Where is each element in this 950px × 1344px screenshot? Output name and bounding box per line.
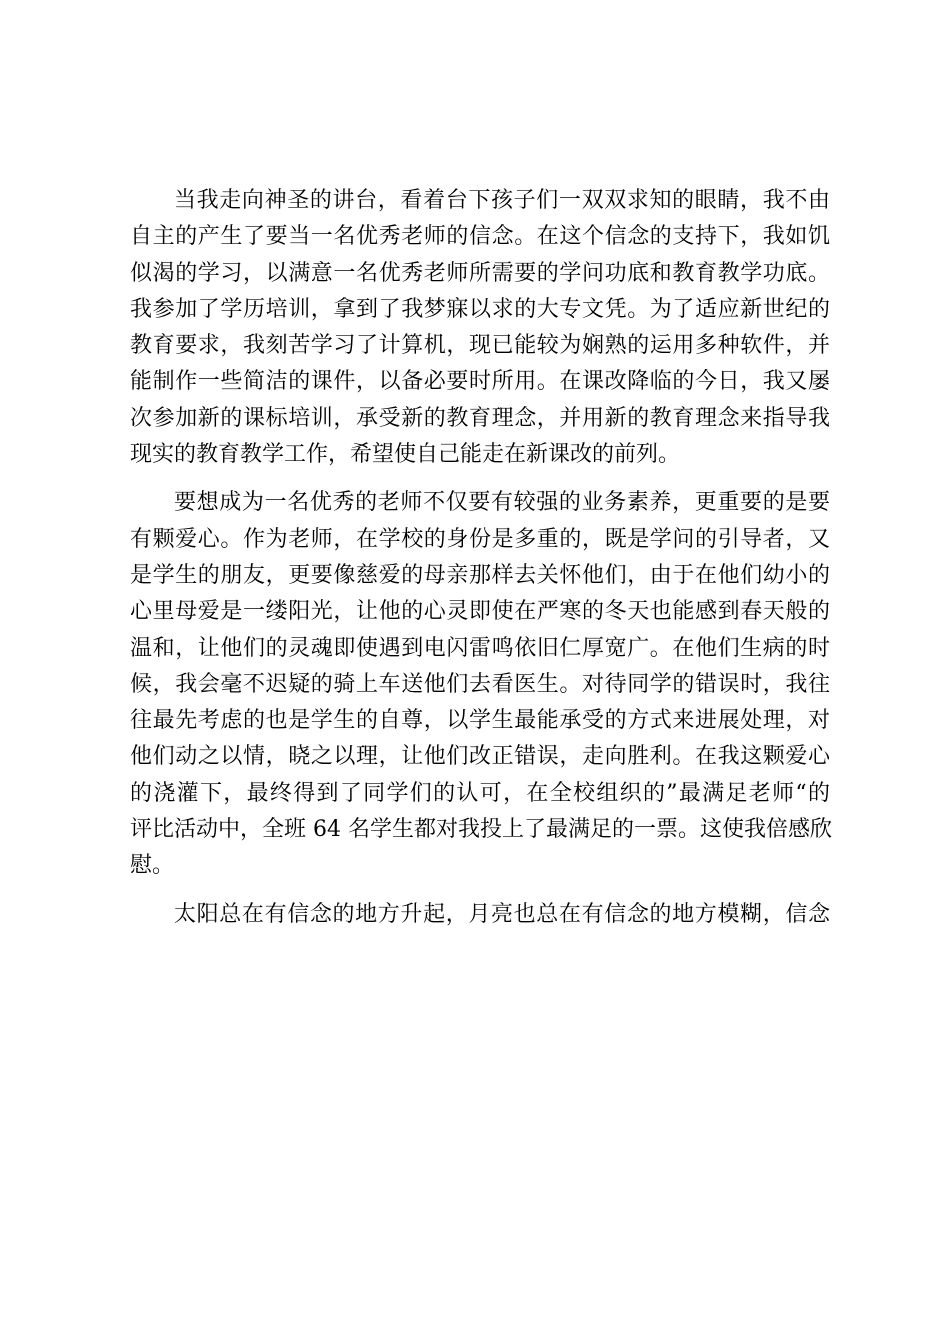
document-body <box>130 183 830 933</box>
text-line: 当我走向神圣的讲台，看着台下孩子们一双双求知的眼睛，我不由 <box>174 188 830 213</box>
paragraph-2 <box>130 485 830 884</box>
text-line: 心里母爱是一缕阳光，让他的心灵即使在严寒的冬天也能感到春天般的 <box>130 599 830 625</box>
text-line: 是学生的朋友，更要像慈爱的母亲那样去关怀他们，由于在他们幼小的 <box>130 562 830 588</box>
text-line: 慰。 <box>130 853 175 879</box>
text-line: 我参加了学历培训，拿到了我梦寐以求的大专文凭。为了适应新世纪的 <box>130 296 830 322</box>
text-line: 教育要求，我刻苦学习了计算机，现已能较为娴熟的运用多种软件，并 <box>130 333 830 359</box>
text-line: 温和，让他们的灵魂即使遇到电闪雷鸣依旧仁厚宽广。在他们生病的时 <box>130 635 830 661</box>
paragraph-3 <box>130 897 830 933</box>
text-line: 候，我会毫不迟疑的骑上车送他们去看医生。对待同学的错误时，我往 <box>130 671 830 697</box>
text-line: 次参加新的课标培训，承受新的教育理念，并用新的教育理念来指导我 <box>130 405 830 431</box>
text-line: 现实的教育教学工作，希望使自己能走在新课改的前列。 <box>130 442 681 468</box>
text-line: 他们动之以情，晓之以理，让他们改正错误，走向胜利。在我这颗爱心 <box>130 744 830 770</box>
paragraph-1 <box>130 183 830 473</box>
text-line: 能制作一些简洁的课件，以备必要时所用。在课改降临的今日，我又屡 <box>130 369 830 395</box>
text-line: 太阳总在有信念的地方升起，月亮也总在有信念的地方模糊，信念 <box>174 901 830 927</box>
text-line: 有颗爱心。作为老师，在学校的身份是多重的，既是学问的引导者，又 <box>130 526 830 552</box>
text-line: 似渴的学习，以满意一名优秀老师所需要的学问功底和教育教学功底。 <box>130 260 830 286</box>
text-line: 往最先考虑的也是学生的自尊，以学生最能承受的方式来进展处理，对 <box>130 708 830 734</box>
text-line: 自主的产生了要当一名优秀老师的信念。在这个信念的支持下，我如饥 <box>130 224 830 250</box>
text-line: 的浇灌下，最终得到了同学们的认可，在全校组织的”最满足老师“的 <box>130 780 830 806</box>
text-line: 要想成为一名优秀的老师不仅要有较强的业务素养，更重要的是要 <box>174 490 830 516</box>
text-line: 评比活动中，全班 64 名学生都对我投上了最满足的一票。这使我倍感欣 <box>130 817 832 843</box>
